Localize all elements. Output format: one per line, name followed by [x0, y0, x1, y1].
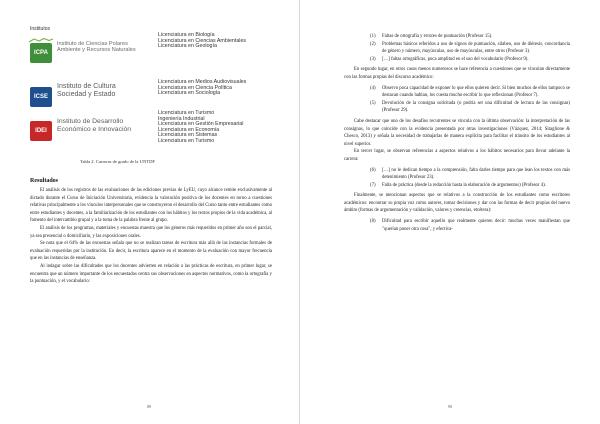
list-text: Observo poca capacidad de exponer lo que ellos quieren decir. Si bien muchos de ellos tampoco se destacan cuando hablan, los cuesta mucho escribir lo que reflexionan (Profesor 7). [382, 85, 570, 99]
paragraph: El análisis de los registros de las evaluaciones de las ediciones previas de LyEU, cuyo alcance remite exclusivamente al dictado durante el Curso de Iniciación Universitaria, evidencia la valoración positiva de los docentes en torno a cuestiones relativas principalmente a los vínculos interpersonales que se construyeron el desarrollo del Curso tanto entre estudiantes como entre estudiantes y docentes, a la familiarización de los estudiantes con los hábitos y los textos propios de la vida académica, al fomento del intercambio grupal y a la toma de la palabra frente al grupo. [30, 188, 272, 224]
right-body-text [344, 33, 570, 233]
list-item [370, 218, 570, 233]
figure-caption: Tabla 2. Carreras de grado de la UNTDF [80, 159, 155, 164]
degree-item: Licenciatura en Economía [158, 126, 220, 133]
list-item [370, 85, 570, 100]
degrees-icse [158, 80, 293, 97]
institute-icse-logo: ICSE [30, 87, 52, 107]
list-number: (8) [370, 219, 376, 225]
paragraph: El análisis de los programas, materiales y encuestas muestra que los géneros más requeridos en primer año son el parcial, ya sea presencial o domiciliario, y las exposiciones orales. [30, 225, 272, 239]
quote-list-2 [370, 85, 570, 115]
institute-icse-name: Instituto de Cultura Sociedad y Estado [57, 83, 116, 98]
institute-icse [30, 80, 142, 114]
list-text: Dificultad para escribir aquello que realmente quieren decir: muchas veces manifiestan que "querían poner otra cosa", y efectiva- [382, 219, 570, 232]
list-number: (7) [370, 182, 376, 188]
degree-item: Ingeniería Industrial [158, 115, 205, 122]
left-body-text [30, 187, 272, 286]
list-number: (3) [370, 56, 376, 62]
institute-idei [30, 114, 142, 148]
quote-list-1 [370, 33, 570, 63]
degrees-idei [158, 111, 293, 145]
degree-item: Licenciatura en Turismo [158, 137, 215, 144]
list-number: (1) [370, 34, 376, 39]
list-text: […] faltas ortográficas, poca amplitud en el uso del vocabulario (Profesor 9). [382, 56, 529, 62]
list-item [370, 167, 570, 182]
paragraph: Cabe destacar que uno de los desafíos recurrentes se vincula con la última observación: la interpretación de las consignas, lo que coincide con la evidencia presentada por otras investigaciones (Vázquez, 2014; Sitaglione & Chesco, 2013) y señala la necesidad de trabajarlas de manera explícita para facilitar el tránsito de los estudiantes al nivel superior. [344, 118, 570, 147]
quote-list-3 [370, 167, 570, 190]
institute-icpa-logo: ICPA [30, 43, 52, 63]
paragraph: Se nota que el 64% de las encuestas señala que no se realizan tareas de escritura más allá de las instancias formales de evaluación requeridas por la institución. En decir, la escritura aparece en el momento de la evaluación con mayor frecuencia que en las instancias de enseñanza. [30, 241, 272, 262]
paragraph: En segundo lugar, en otros casos menos numerosos se hace referencia a cuestiones que se vinculan directamente con las formas propias del discurso académico: [344, 67, 570, 80]
paragraph: Al indagar sobre las dificultades que los docentes advierten en relación a las prácticas de escritura, en primer lugar, se encuentra que un número importante de los encuestados centra sus observaciones en aspectos normativos, como la ortografía y la puntuación, y el vocabulario: [30, 263, 272, 285]
list-item [370, 100, 570, 115]
list-text: […] no le dedican tiempo a la comprensión, falta darles tiempo para que lean los textos con más detenimiento (Profesor 23). [382, 167, 570, 181]
section-heading: Resultados [30, 178, 59, 184]
degree-item: Licenciatura en Geología [158, 43, 217, 50]
degree-item: Licenciatura en Gestión Empresarial [158, 121, 244, 128]
degree-item: Licenciatura en Sistemas [158, 132, 218, 139]
paragraph: Finalmente, se mencionan aspectos que se relativos a la construcción de los estudiantes como escritores académicos: encontrar su propia voz como autores, tomar decisiones y dar con las formas de decir propias del nuevo ámbito (formas de argumentación y validación, valores y creencias, etcétera): [344, 193, 570, 214]
institutes-figure [30, 26, 290, 156]
list-item [370, 56, 570, 64]
paragraph: En tercer lugar, se observan referencias a aspectos relativos a los hábitos necesarios para llevar adelante la carrera: [344, 149, 570, 162]
list-text: Falta de práctica (desde la redacción hasta la elaboración de argumentos) (Profesor 4). [382, 182, 546, 188]
list-item [370, 33, 570, 41]
institute-idei-logo: IDEI [30, 121, 52, 141]
degree-item: Licenciatura en Biología [158, 32, 215, 38]
list-text: Problemas básicos referidos a uso de signos de puntuación, silabeo, uso de diéresis, concordancia de género y número, mayúsculas, uso de mayúsculas, entre otros (Profesor 3). [382, 41, 570, 55]
institute-icpa-name: Instituto de Ciencias Polares Ambiente y Recursos Naturales [57, 41, 136, 54]
list-number: (5) [370, 100, 376, 106]
institute-icpa [30, 36, 142, 70]
degree-item: Licenciatura en Medios Audiovisuales [158, 79, 247, 85]
figure-heading: Institutos [30, 26, 51, 32]
degree-item: Licenciatura en Sociología [158, 90, 221, 97]
degree-item: Licenciatura en Ciencias Ambientales [158, 37, 247, 44]
degrees-icpa [158, 33, 293, 50]
page-number: 89 [147, 404, 151, 409]
quote-list-4 [370, 218, 570, 233]
list-number: (4) [370, 85, 376, 91]
degree-item: Licenciatura en Ciencia Política [158, 84, 232, 91]
list-item [370, 41, 570, 56]
list-text: Faltas de ortografía y errores de puntuación (Profesor 15). [382, 34, 493, 39]
list-text: Devolución de la consigna solicitada (o podría ser una dificultad de lectura de las consignas) (Profesor 29). [382, 100, 570, 114]
degree-item: Licenciatura en Turismo [158, 110, 215, 116]
institute-idei-name: Instituto de Desarrollo Económico e Innovación [57, 118, 132, 133]
list-item [370, 182, 570, 190]
list-number: (6) [370, 167, 376, 173]
right-page [300, 0, 600, 424]
page-number: 90 [448, 404, 452, 409]
list-number: (2) [370, 41, 376, 47]
